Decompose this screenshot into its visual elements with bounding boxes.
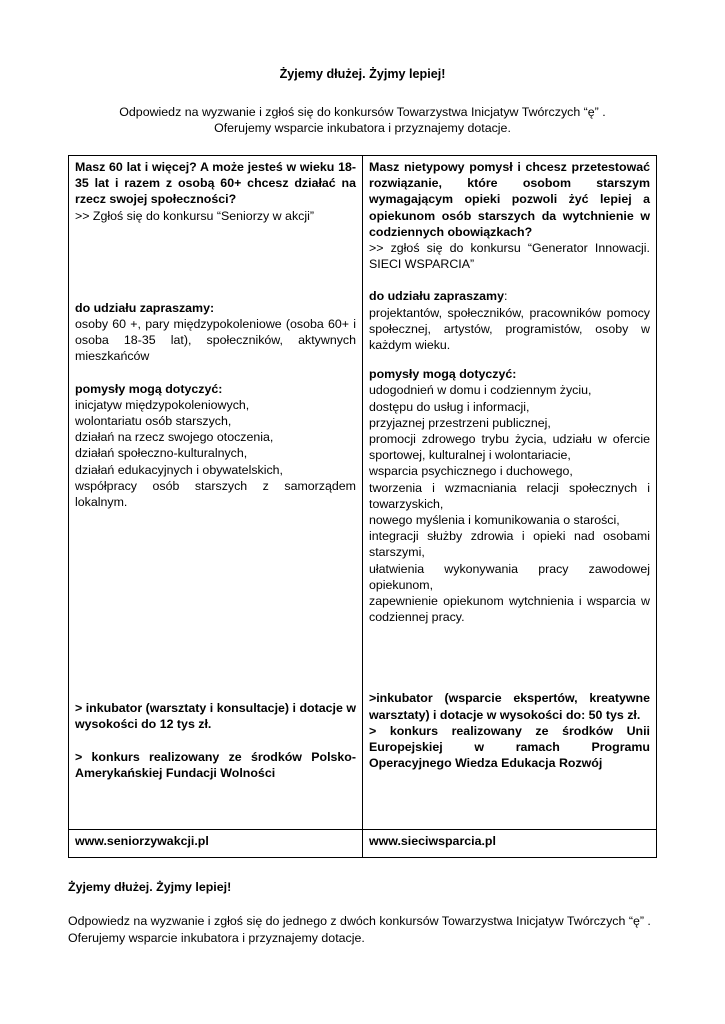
left-idea-item: działań na rzecz swojego otoczenia, [75, 430, 274, 445]
left-idea-item: działań społeczno-kulturalnych, [75, 446, 248, 461]
left-ideas-heading: pomysły mogą dotyczyć: [75, 381, 223, 396]
intro-line-1: Odpowiedz na wyzwanie i zgłoś się do konkursów Towarzystwa Inicjatyw Twórczych “ę” . [119, 105, 606, 119]
footer-text [68, 913, 668, 946]
left-invite-heading: do udziału zapraszamy: [75, 300, 215, 315]
left-idea-item: inicjatyw międzypokoleniowych, [75, 397, 250, 412]
right-invite-heading: do udziału zapraszamy [369, 289, 504, 304]
right-invite-heading-line [369, 288, 650, 304]
right-question: Masz nietypowy pomysł i chcesz przetestować rozwiązanie, które osobom starszym wymagającym opieki pozwoli żyć lepiej a opiekunom osób starszych da wytchnienie w codziennych obowiązkach? [369, 160, 650, 239]
right-ideas-heading: pomysły mogą dotyczyć: [369, 367, 517, 382]
intro-line-2: Oferujemy wsparcie inkubatora i przyznajemy dotacje. [214, 121, 511, 135]
footer-line-2: Oferujemy wsparcie inkubatora i przyznajemy dotacje. [68, 930, 365, 945]
right-invite-text: projektantów, społeczników, pracowników pomocy społecznej, artystów, programistów, osoby w każdym wieku. [369, 305, 650, 353]
left-invite-text: osoby 60 +, pary międzypokoleniowe (osoba 60+ i osoba 18-35 lat), społeczników, aktywnych mieszkańców [75, 317, 356, 364]
right-idea-item: tworzenia i wzmacniania relacji społecznych i towarzyskich, [369, 480, 650, 511]
footer-line-1: Odpowiedz na wyzwanie i zgłoś się do jednego z dwóch konkursów Towarzystwa Inicjatyw Twórczych “ę” . [68, 914, 651, 928]
right-idea-item: integracji służby zdrowia i opieki nad osobami starszymi, [369, 529, 650, 560]
left-idea-item: działań edukacyjnych i obywatelskich, [75, 462, 283, 477]
right-call: >> zgłoś się do konkursu “Generator Innowacji. SIECI WSPARCIA” [369, 241, 650, 272]
right-idea-item: promocji zdrowego trybu życia, udziału w ofercie sportowej, kulturalnej i wolontariacie, [369, 432, 650, 463]
left-support: > inkubator (warsztaty i konsultacje) i dotacje w wysokości do 12 tys zł. [75, 701, 356, 732]
intro-text [0, 104, 725, 136]
right-invite-colon: : [503, 289, 508, 304]
right-support: >inkubator (wsparcie ekspertów, kreatywne warsztaty) i dotacje w wysokości do: 50 tys zł. [369, 691, 650, 722]
contest-seniorzy-cell [69, 156, 363, 830]
left-question: Masz 60 lat i więcej? A może jesteś w wieku 18-35 lat i razem z osobą 60+ chcesz działać na rzecz swojej społeczności? [75, 160, 356, 207]
right-idea-item: ułatwienia wykonywania pracy zawodowej opiekunom, [369, 561, 650, 592]
left-call: >> Zgłoś się do konkursu “Seniorzy w akcji” [75, 208, 314, 223]
contests-table [68, 155, 657, 858]
contest-generator-cell [363, 156, 657, 830]
sieci-website-link[interactable]: www.sieciwsparcia.pl [363, 830, 657, 858]
right-idea-item: wsparcia psychicznego i duchowego, [369, 464, 573, 479]
contests-main-row [69, 156, 657, 830]
footer-title: Żyjemy dłużej. Żyjmy lepiej! [68, 880, 232, 894]
left-idea-item: wolontariatu osób starszych, [75, 414, 232, 429]
right-idea-item: udogodnień w domu i codziennym życiu, [369, 383, 592, 398]
right-idea-item: zapewnienie opiekunom wytchnienia i wsparcia w codziennej pracy. [369, 594, 650, 625]
right-idea-item: nowego myślenia i komunikowania o starości, [369, 513, 620, 528]
right-idea-item: dostępu do usług i informacji, [369, 399, 530, 414]
left-idea-item: współpracy osób starszych z samorządem lokalnym. [75, 478, 356, 510]
contests-website-row [69, 830, 657, 858]
seniorzy-website-link[interactable]: www.seniorzywakcji.pl [69, 830, 363, 858]
left-funding: > konkurs realizowany ze środków Polsko-Amerykańskiej Fundacji Wolności [75, 749, 356, 780]
right-idea-item: przyjaznej przestrzeni publicznej, [369, 415, 551, 430]
right-funding: > konkurs realizowany ze środków Unii Europejskiej w ramach Programu Operacyjnego Wiedza Edukacja Rozwój [369, 723, 650, 771]
page-title: Żyjemy dłużej. Żyjmy lepiej! [279, 67, 446, 81]
